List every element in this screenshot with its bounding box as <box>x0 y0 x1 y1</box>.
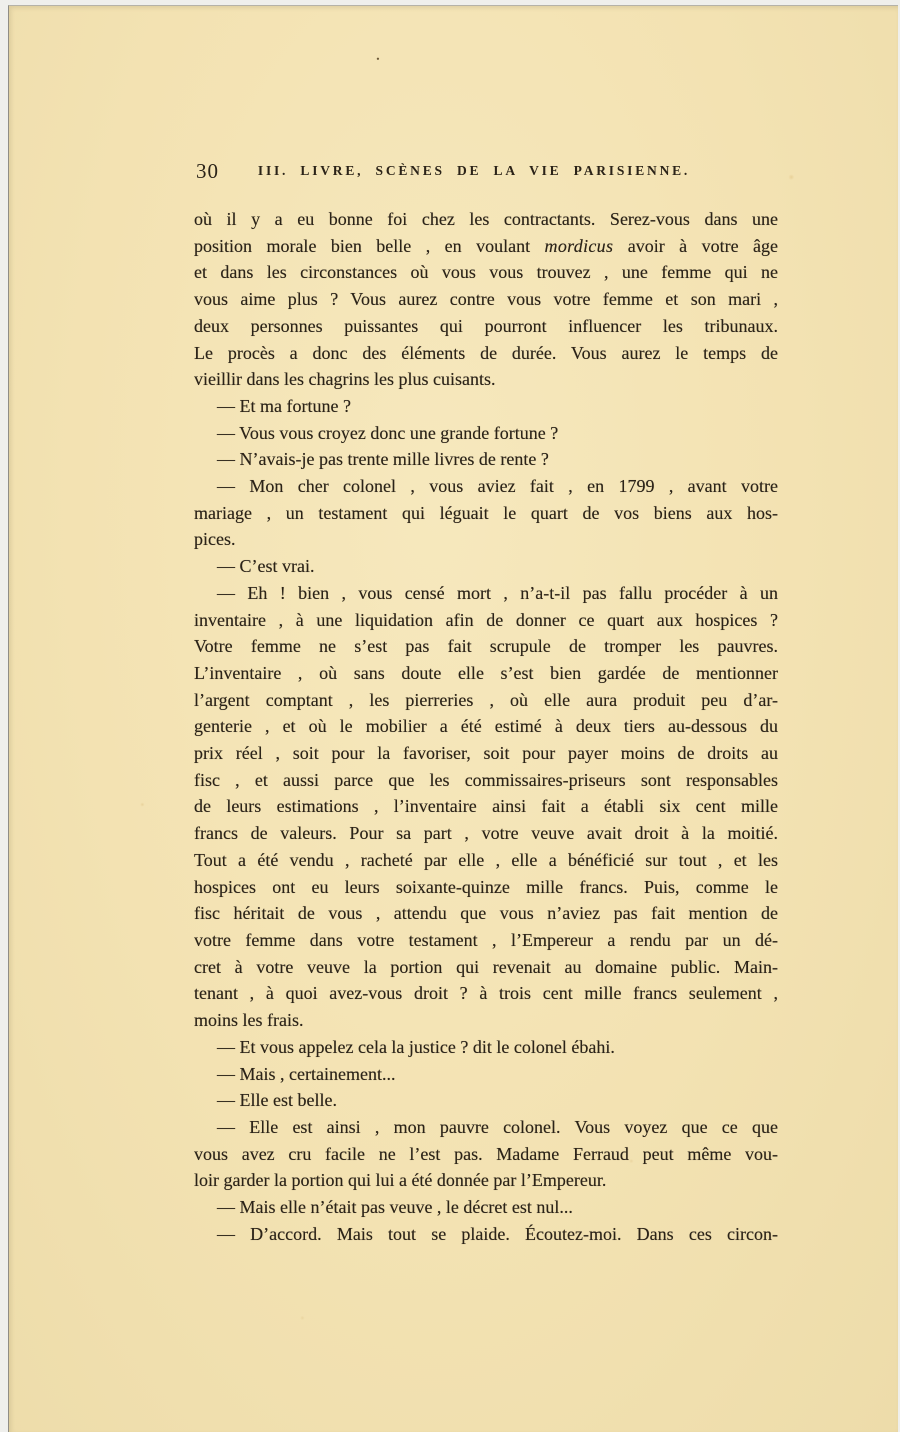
text-line: — Mais elle n’était pas veuve , le décret est nul... <box>217 1197 573 1218</box>
text-line: vieillir dans les chagrins les plus cuisants. <box>194 369 496 390</box>
text-line: fisc , et aussi parce que les commissaires-priseurs sont responsables <box>194 769 778 790</box>
paragraph <box>194 1061 778 1088</box>
page-header <box>194 159 778 185</box>
text-line: — Elle est ainsi , mon pauvre colonel. Vous voyez que ce que <box>217 1116 778 1137</box>
book-page <box>8 5 898 1432</box>
text-line: — Mais , certainement... <box>217 1063 396 1084</box>
text-line: votre femme dans votre testament , l’Empereur a rendu par un dé- <box>194 929 778 950</box>
text-line: cret à votre veuve la portion qui revenait au domaine public. Main- <box>194 956 778 977</box>
text-line: l’argent comptant , les pierreries , où elle aura produit peu d’ar- <box>194 689 778 710</box>
text-line: et dans les circonstances où vous vous trouvez , une femme qui ne <box>194 262 778 283</box>
page-number: 30 <box>196 159 219 183</box>
text-line: vous aime plus ? Vous aurez contre vous votre femme et son mari , <box>194 289 778 310</box>
text-line: loir garder la portion qui lui a été donnée par l’Empereur. <box>194 1170 607 1191</box>
text-line: — N’avais-je pas trente mille livres de rente ? <box>217 449 549 470</box>
text-line: Le procès a donc des éléments de durée. Vous aurez le temps de <box>194 342 778 363</box>
text-line: — Mon cher colonel , vous aviez fait , en 1799 , avant votre <box>217 476 778 497</box>
text-line: francs de valeurs. Pour sa part , votre veuve avait droit à la moitié. <box>194 823 778 844</box>
text-line: position morale bien belle , en voulant mordicus avoir à votre âge <box>194 235 778 256</box>
running-title: III. LIVRE, SCÈNES DE LA VIE PARISIENNE. <box>257 163 691 178</box>
text-line: moins les frais. <box>194 1010 304 1031</box>
paragraph <box>194 1114 778 1194</box>
paragraph <box>194 1034 778 1061</box>
paragraph <box>194 206 778 393</box>
text-line: pices. <box>194 529 236 550</box>
paragraph <box>194 1087 778 1114</box>
text-line: de leurs estimations , l’inventaire ainsi fait a établi six cent mille <box>194 796 778 817</box>
paragraph <box>194 553 778 580</box>
paragraph <box>194 446 778 473</box>
paragraph <box>194 473 778 553</box>
text-line: mariage , un testament qui léguait le quart de vos biens aux hos- <box>194 502 778 523</box>
text-line: fisc héritait de vous , attendu que vous n’aviez pas fait mention de <box>194 903 778 924</box>
text-line: — Et ma fortune ? <box>217 395 351 416</box>
paragraph <box>194 393 778 420</box>
text-line: où il y a eu bonne foi chez les contractants. Serez-vous dans une <box>194 209 778 229</box>
text-line: vous avez cru facile ne l’est pas. Madame Ferraud peut même vou- <box>194 1143 778 1164</box>
paragraph <box>194 580 778 1034</box>
text-line: Votre femme ne s’est pas fait scrupule de tromper les pauvres. <box>194 636 778 657</box>
page-body <box>194 206 778 1247</box>
text-line: prix réel , soit pour la favoriser, soit pour payer moins de droits au <box>194 743 778 764</box>
text-line: Tout a été vendu , racheté par elle , elle a bénéficié sur tout , et les <box>194 849 778 870</box>
text-line: — C’est vrai. <box>217 556 315 577</box>
text-line: tenant , à quoi avez-vous droit ? à trois cent mille francs seulement , <box>194 983 778 1004</box>
paragraph <box>194 420 778 447</box>
text-line: inventaire , à une liquidation afin de donner ce quart aux hospices ? <box>194 609 778 630</box>
paragraph <box>194 1194 778 1221</box>
text-line: L’inventaire , où sans doute elle s’est bien gardée de mentionner <box>194 662 778 683</box>
text-line: deux personnes puissantes qui pourront influencer les tribunaux. <box>194 315 778 336</box>
text-line: genterie , et où le mobilier a été estimé à deux tiers au-dessous du <box>194 716 778 737</box>
text-line: — Vous vous croyez donc une grande fortune ? <box>217 422 559 443</box>
text-line: — D’accord. Mais tout se plaide. Écoutez-moi. Dans ces circon- <box>217 1223 778 1244</box>
page-content <box>194 159 778 1247</box>
text-line: hospices ont eu leurs soixante-quinze mille francs. Puis, comme le <box>194 876 778 897</box>
text-line: — Eh ! bien , vous censé mort , n’a-t-il pas fallu procéder à un <box>217 582 778 603</box>
text-line: — Et vous appelez cela la justice ? dit le colonel ébahi. <box>217 1036 615 1057</box>
text-line: — Elle est belle. <box>217 1090 337 1111</box>
paragraph <box>194 1221 778 1248</box>
